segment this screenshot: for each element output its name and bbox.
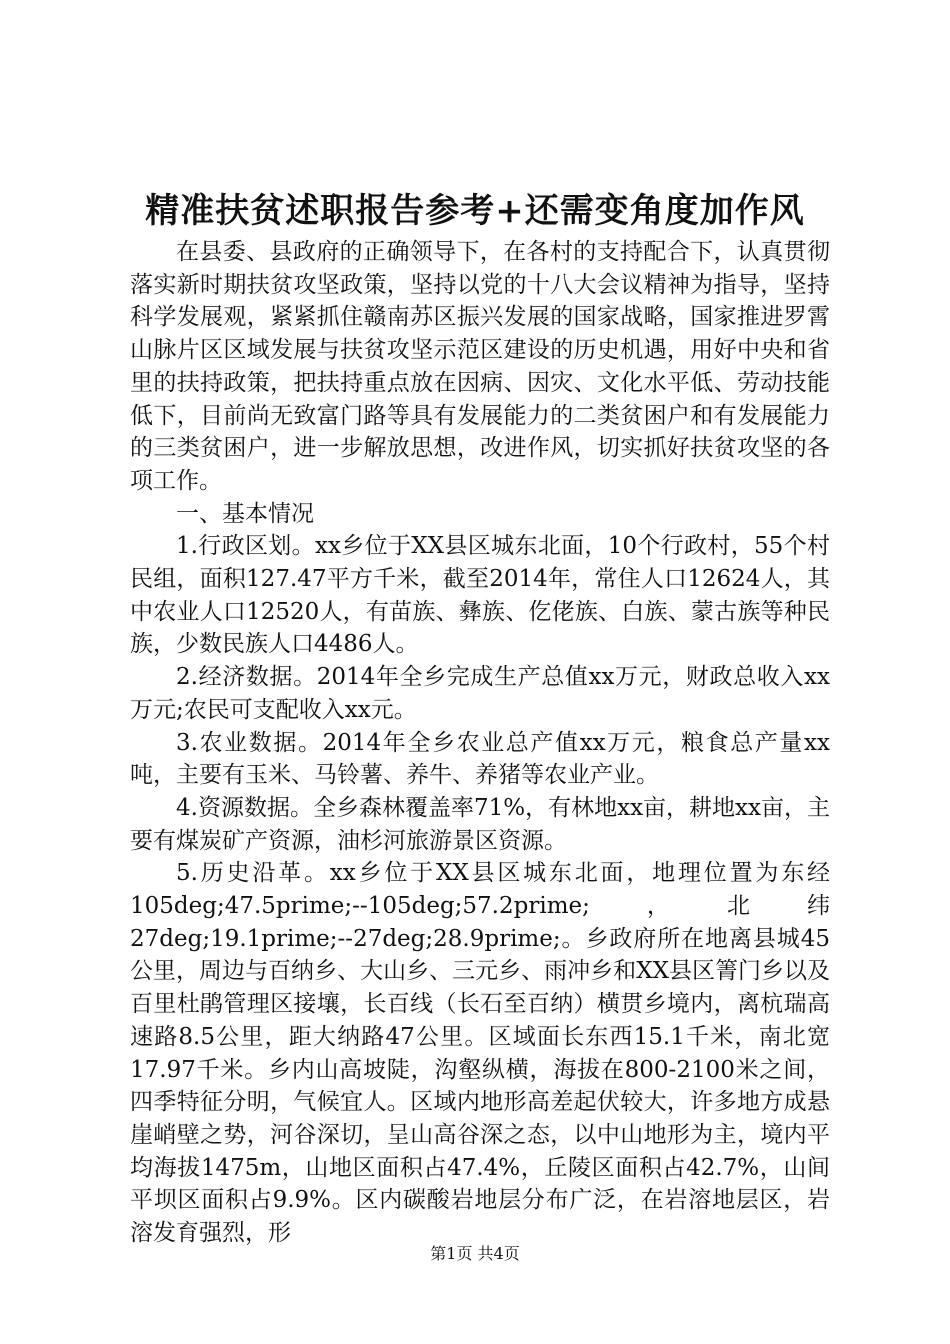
paragraph-economic-data: 2.经济数据。2014年全乡完成生产总值xx万元，财政总收入xx万元;农民可支配收入xx元。 (130, 664, 830, 723)
page-number-footer: 第1页 共4页 (430, 1244, 520, 1263)
intro-paragraph: 在县委、县政府的正确领导下，在各村的支持配合下，认真贯彻落实新时期扶贫攻坚政策，坚持以党的十八大会议精神为指导，坚持科学发展观，紧紧抓住赣南苏区振兴发展的国家战略，国家推进罗霄山脉片区区域发展与扶贫攻坚示范区建设的历史机遇，用好中央和省里的扶持政策，把扶持重点放在因病、因灾、文化水平低、劳动技能低下，目前尚无致富门路等具有发展能力的二类贫困户和有发展能力的三类贫困户，进一步解放思想，改进作风，切实抓好扶贫攻坚的各项工作。 (130, 239, 830, 494)
document-body (130, 236, 830, 1250)
paragraph-administrative-division: 1.行政区划。xx乡位于XX县区城东北面，10个行政村，55个村民组，面积127.47平方千米，截至2014年，常住人口12624人，其中农业人口12520人，有苗族、彝族、仡佬族、白族、蒙古族等种民族，少数民族人口4486人。 (130, 533, 830, 658)
paragraph-resource-data: 4.资源数据。全乡森林覆盖率71%，有林地xx亩，耕地xx亩，主要有煤炭矿产资源，油杉河旅游景区资源。 (130, 794, 830, 854)
document-title: 精准扶贫述职报告参考+还需变角度加作风 (145, 191, 805, 231)
paragraph-history: 5.历史沿革。xx乡位于XX县区城东北面，地理位置为东经105deg;47.5prime;--105deg;57.2prime;，北纬27deg;19.1prime;--27deg;28.9prime;。乡政府所在地离县城45公里，周边与百纳乡、大山乡、三元乡、雨冲乡和XX县区箐门乡以及百里杜鹃管理区接壤，长百线（长石至百纳）横贯乡境内，离杭瑞高速路8.5公里，距大纳路47公里。区域面长东西15.1千米，南北宽17.97千米。乡内山高坡陡，沟壑纵横，海拔在800-2100米之间，四季特征分明，气候宜人。区域内地形高差起伏较大，许多地方成悬崖峭壁之势，河谷深切，呈山高谷深之态，以中山地形为主，境内平均海拔1475m，山地区面积占47.4%，丘陵区面积占42.7%，山间平坝区面积占9.9%。区内碳酸岩地层分布广泛，在岩溶地层区，岩溶发育强烈，形 (130, 860, 830, 1247)
section-heading-basic-info: 一、基本情况 (176, 500, 314, 527)
paragraph-agricultural-data: 3.农业数据。2014年全乡农业总产值xx万元，粮食总产量xx吨，主要有玉米、马铃薯、养牛、养猪等农业产业。 (130, 729, 830, 789)
